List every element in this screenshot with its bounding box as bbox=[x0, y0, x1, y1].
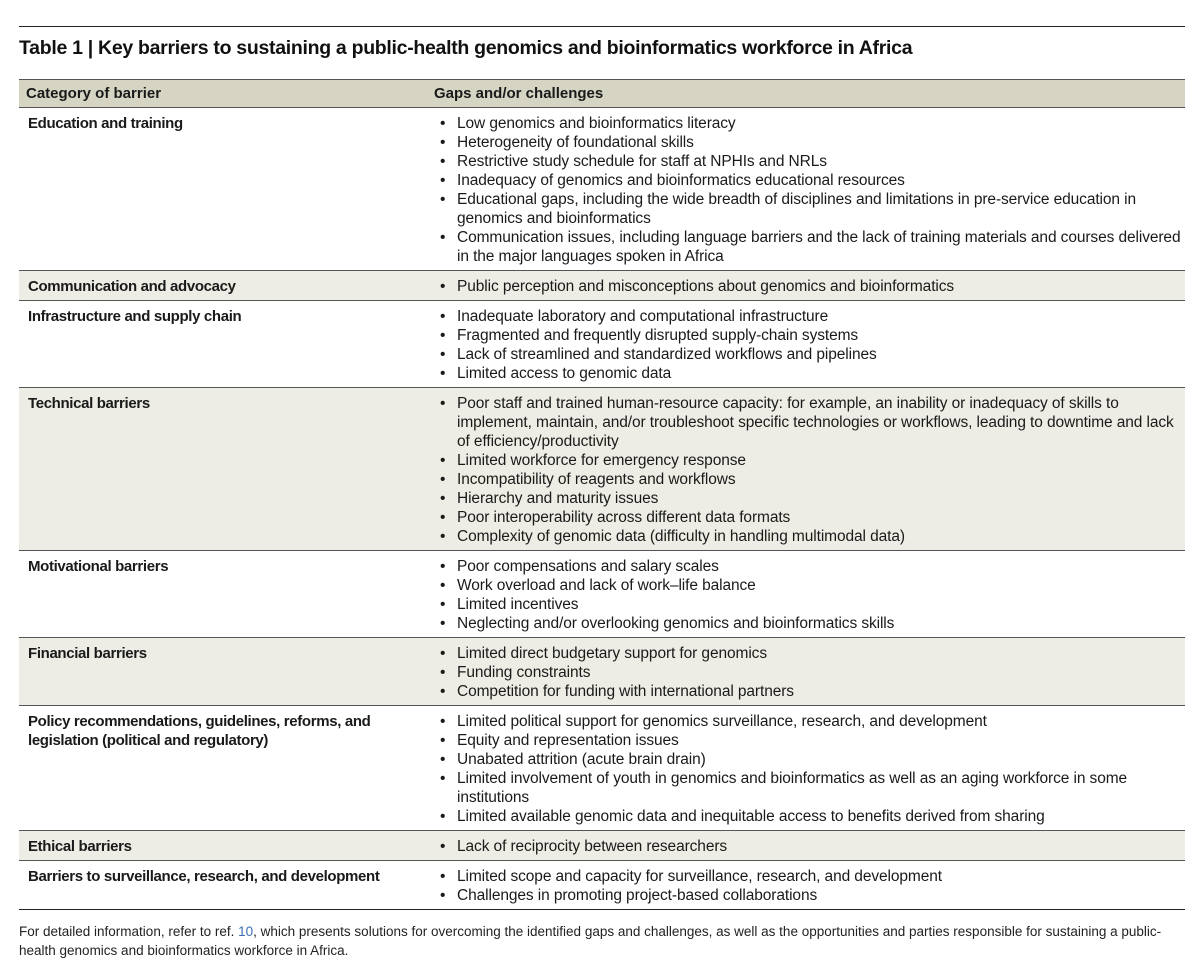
list-item: • Funding constraints bbox=[427, 663, 1185, 682]
row-category: Education and training bbox=[28, 115, 183, 132]
list-item: • Limited incentives bbox=[427, 595, 1185, 614]
top-rule bbox=[19, 26, 1185, 27]
list-item: • Lack of reciprocity between researchers bbox=[427, 837, 1185, 856]
list-item: • Lack of streamlined and standardized workflows and pipelines bbox=[427, 345, 1185, 364]
footnote bbox=[19, 922, 1185, 960]
list-item: • Limited workforce for emergency response bbox=[427, 451, 1185, 470]
list-item: • Fragmented and frequently disrupted supply-chain systems bbox=[427, 326, 1185, 345]
list-item: • Equity and representation issues bbox=[427, 731, 1185, 750]
footnote-text-after: , which presents solutions for overcoming the identified gaps and challenges, as well as the opportunities and parties responsible for sustaining a public-health genomics and bioinformatics workforce in Africa. bbox=[19, 924, 1162, 958]
table-row bbox=[19, 861, 1185, 910]
list-item: • Complexity of genomic data (difficulty in handling multimodal data) bbox=[427, 527, 1185, 546]
table-row bbox=[19, 388, 1185, 551]
table-row bbox=[19, 271, 1185, 301]
row-challenges-list bbox=[427, 394, 1185, 546]
footnote-text-before: For detailed information, refer to ref. bbox=[19, 924, 239, 939]
list-item: • Educational gaps, including the wide breadth of disciplines and limitations in pre-service education in genomics and bioinformatics bbox=[427, 190, 1185, 228]
list-item: • Limited access to genomic data bbox=[427, 364, 1185, 383]
row-category: Policy recommendations, guidelines, reforms, and legislation (political and regulatory) bbox=[28, 713, 371, 749]
list-item: • Limited available genomic data and inequitable access to benefits derived from sharing bbox=[427, 807, 1185, 826]
list-item: • Limited direct budgetary support for genomics bbox=[427, 644, 1185, 663]
list-item: • Inadequacy of genomics and bioinformatics educational resources bbox=[427, 171, 1185, 190]
list-item: • Challenges in promoting project-based collaborations bbox=[427, 886, 1185, 905]
table-row bbox=[19, 638, 1185, 706]
list-item: • Poor compensations and salary scales bbox=[427, 557, 1185, 576]
list-item: • Communication issues, including language barriers and the lack of training materials and courses delivered in the major languages spoken in Africa bbox=[427, 228, 1185, 266]
row-challenges-list bbox=[427, 277, 1185, 296]
row-challenges-list bbox=[427, 114, 1185, 266]
list-item: • Neglecting and/or overlooking genomics and bioinformatics skills bbox=[427, 614, 1185, 633]
row-challenges-list bbox=[427, 557, 1185, 633]
row-category: Infrastructure and supply chain bbox=[28, 308, 242, 325]
table-row bbox=[19, 108, 1185, 271]
row-category: Barriers to surveillance, research, and development bbox=[28, 868, 380, 885]
list-item: • Work overload and lack of work–life balance bbox=[427, 576, 1185, 595]
table-title: Table 1 | Key barriers to sustaining a public-health genomics and bioinformatics workforce in Africa bbox=[19, 37, 913, 59]
list-item: • Public perception and misconceptions about genomics and bioinformatics bbox=[427, 277, 1185, 296]
row-category: Financial barriers bbox=[28, 645, 147, 662]
row-challenges-list bbox=[427, 644, 1185, 701]
table-body bbox=[19, 108, 1185, 910]
list-item: • Low genomics and bioinformatics literacy bbox=[427, 114, 1185, 133]
list-item: • Inadequate laboratory and computational infrastructure bbox=[427, 307, 1185, 326]
list-item: • Incompatibility of reagents and workflows bbox=[427, 470, 1185, 489]
row-category: Motivational barriers bbox=[28, 558, 169, 575]
list-item: • Poor staff and trained human-resource capacity: for example, an inability or inadequacy of skills to implement, maintain, and/or troubleshoot specific technologies or workflows, leading to downtime and lack of efficiency/productivity bbox=[427, 394, 1185, 451]
list-item: • Poor interoperability across different data formats bbox=[427, 508, 1185, 527]
table-row bbox=[19, 831, 1185, 861]
row-category: Communication and advocacy bbox=[28, 278, 236, 295]
row-challenges-list bbox=[427, 307, 1185, 383]
table-row bbox=[19, 301, 1185, 388]
table-header-row bbox=[19, 79, 1185, 108]
table-row bbox=[19, 551, 1185, 638]
list-item: • Unabated attrition (acute brain drain) bbox=[427, 750, 1185, 769]
list-item: • Heterogeneity of foundational skills bbox=[427, 133, 1185, 152]
list-item: • Hierarchy and maturity issues bbox=[427, 489, 1185, 508]
list-item: • Restrictive study schedule for staff at NPHIs and NRLs bbox=[427, 152, 1185, 171]
table-row bbox=[19, 706, 1185, 831]
list-item: • Limited political support for genomics surveillance, research, and development bbox=[427, 712, 1185, 731]
row-challenges-list bbox=[427, 837, 1185, 856]
column-header-category: Category of barrier bbox=[26, 85, 162, 102]
row-challenges-list bbox=[427, 867, 1185, 905]
row-category: Technical barriers bbox=[28, 395, 150, 412]
list-item: • Limited scope and capacity for surveillance, research, and development bbox=[427, 867, 1185, 886]
barriers-table bbox=[19, 79, 1185, 910]
footnote-ref-link[interactable]: 10 bbox=[238, 924, 254, 939]
list-item: • Limited involvement of youth in genomics and bioinformatics as well as an aging workforce in some institutions bbox=[427, 769, 1185, 807]
list-item: • Competition for funding with international partners bbox=[427, 682, 1185, 701]
row-category: Ethical barriers bbox=[28, 838, 132, 855]
row-challenges-list bbox=[427, 712, 1185, 826]
column-header-gaps: Gaps and/or challenges bbox=[434, 85, 604, 102]
